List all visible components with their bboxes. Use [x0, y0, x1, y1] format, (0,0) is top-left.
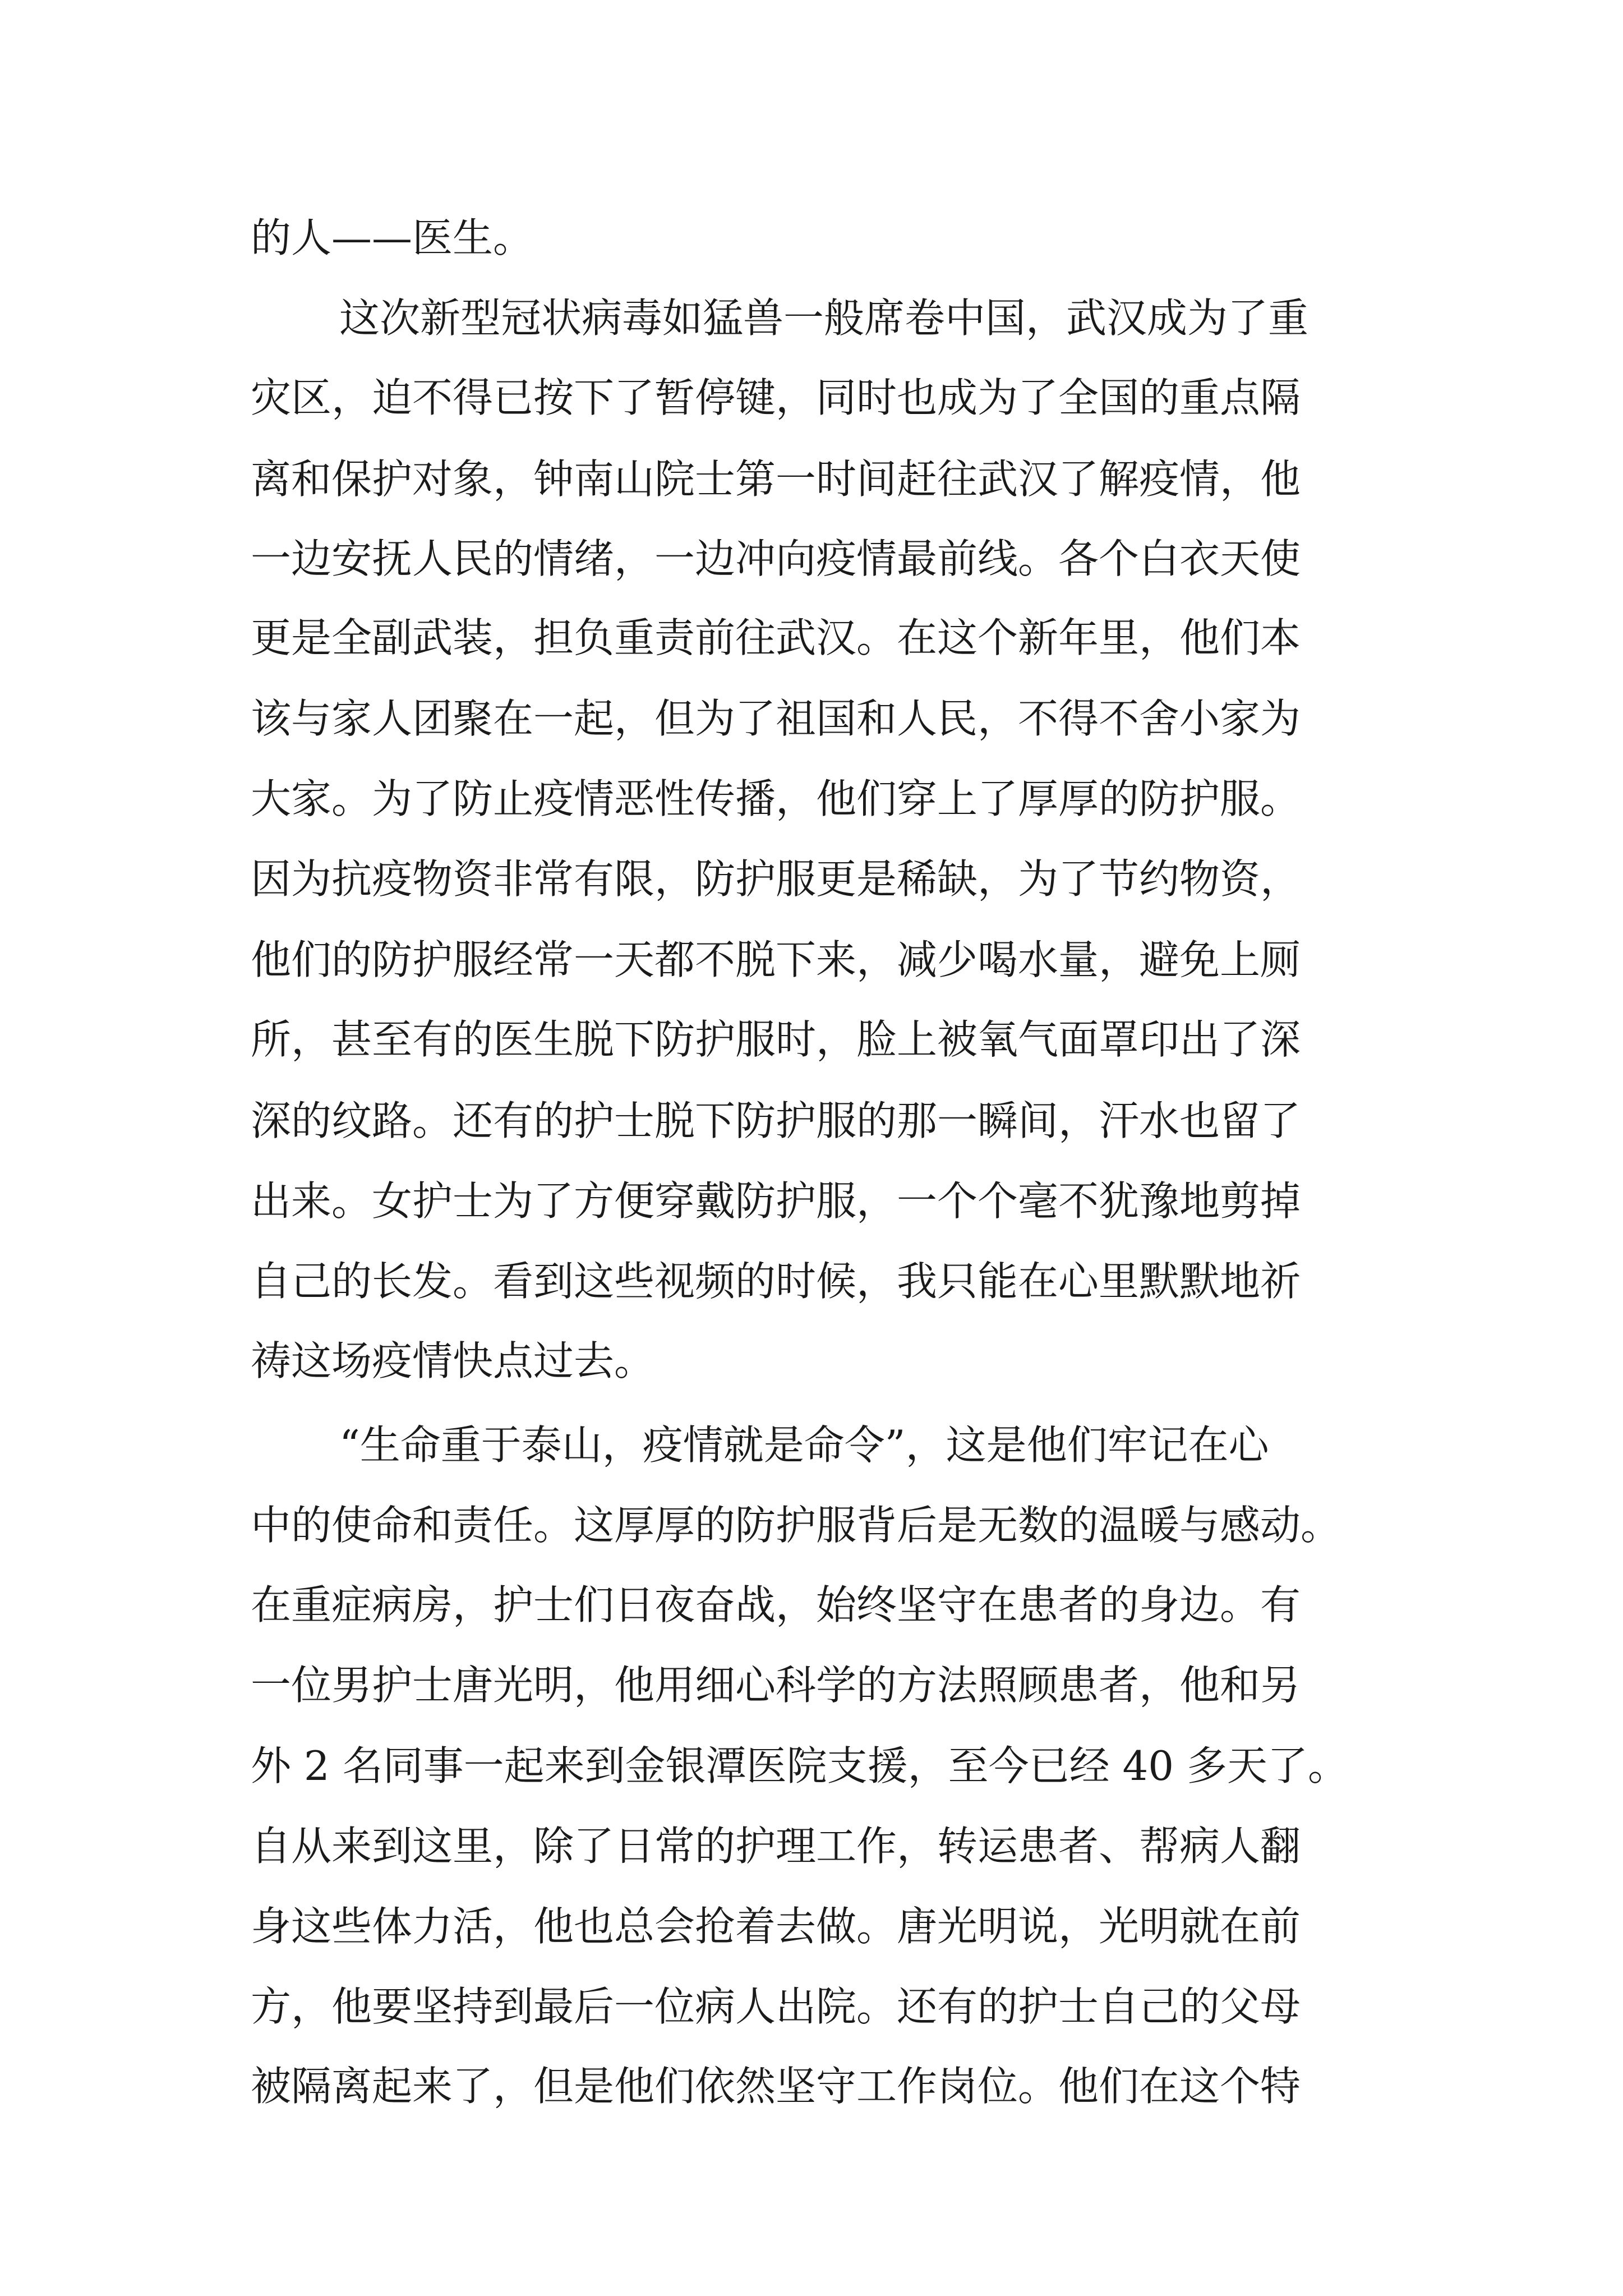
text-line: 因为抗疫物资非常有限，防护服更是稀缺，为了节约物资，: [251, 855, 1301, 903]
text-line: 方，他要坚持到最后一位病人出院。还有的护士自己的父母: [251, 1983, 1301, 2030]
text-line: “生命重于泰山，疫情就是命令”，这是他们牢记在心: [339, 1421, 1269, 1469]
text-line: 更是全副武装，担负重责前往武汉。在这个新年里，他们本: [251, 614, 1301, 661]
text-line: 祷这场疫情快点过去。: [251, 1337, 655, 1384]
text-line: 该与家人团聚在一起，但为了祖国和人民，不得不舍小家为: [251, 695, 1301, 742]
text-line: 一位男护士唐光明，他用细心科学的方法照顾患者，他和另: [251, 1662, 1301, 1709]
text-line: 一边安抚人民的情绪，一边冲向疫情最前线。各个白衣天使: [251, 535, 1301, 582]
text-line: 所，甚至有的医生脱下防护服时，脸上被氧气面罩印出了深: [251, 1016, 1301, 1063]
text-line: 灾区，迫不得已按下了暂停键，同时也成为了全国的重点隔: [251, 374, 1301, 421]
text-line: 这次新型冠状病毒如猛兽一般席卷中国，武汉成为了重: [339, 295, 1309, 342]
text-line: 离和保护对象，钟南山院士第一时间赶往武汉了解疫情，他: [251, 455, 1301, 503]
text-line: 大家。为了防止疫情恶性传播，他们穿上了厚厚的防护服。: [251, 775, 1301, 822]
text-line: 在重症病房，护士们日夜奋战，始终坚守在患者的身边。有: [251, 1581, 1301, 1628]
text-line: 出来。女护士为了方便穿戴防护服，一个个毫不犹豫地剪掉: [251, 1177, 1301, 1225]
text-line: 自己的长发。看到这些视频的时候，我只能在心里默默地祈: [251, 1258, 1301, 1305]
text-line: 被隔离起来了，但是他们依然坚守工作岗位。他们在这个特: [251, 2063, 1301, 2110]
text-line: 的人——医生。: [251, 214, 534, 261]
text-line: 他们的防护服经常一天都不脱下来，减少喝水量，避免上厕: [251, 936, 1301, 983]
text-line: 身这些体力活，他也总会抢着去做。唐光明说，光明就在前: [251, 1903, 1301, 1950]
text-line: 外 2 名同事一起来到金银潭医院支援，至今已经 40 多天了。: [251, 1742, 1348, 1789]
text-line: 中的使命和责任。这厚厚的防护服背后是无数的温暖与感动。: [251, 1502, 1341, 1549]
text-line: 自从来到这里，除了日常的护理工作，转运患者、帮病人翻: [251, 1823, 1301, 1870]
text-line: 深的纹路。还有的护士脱下防护服的那一瞬间，汗水也留了: [251, 1097, 1301, 1144]
